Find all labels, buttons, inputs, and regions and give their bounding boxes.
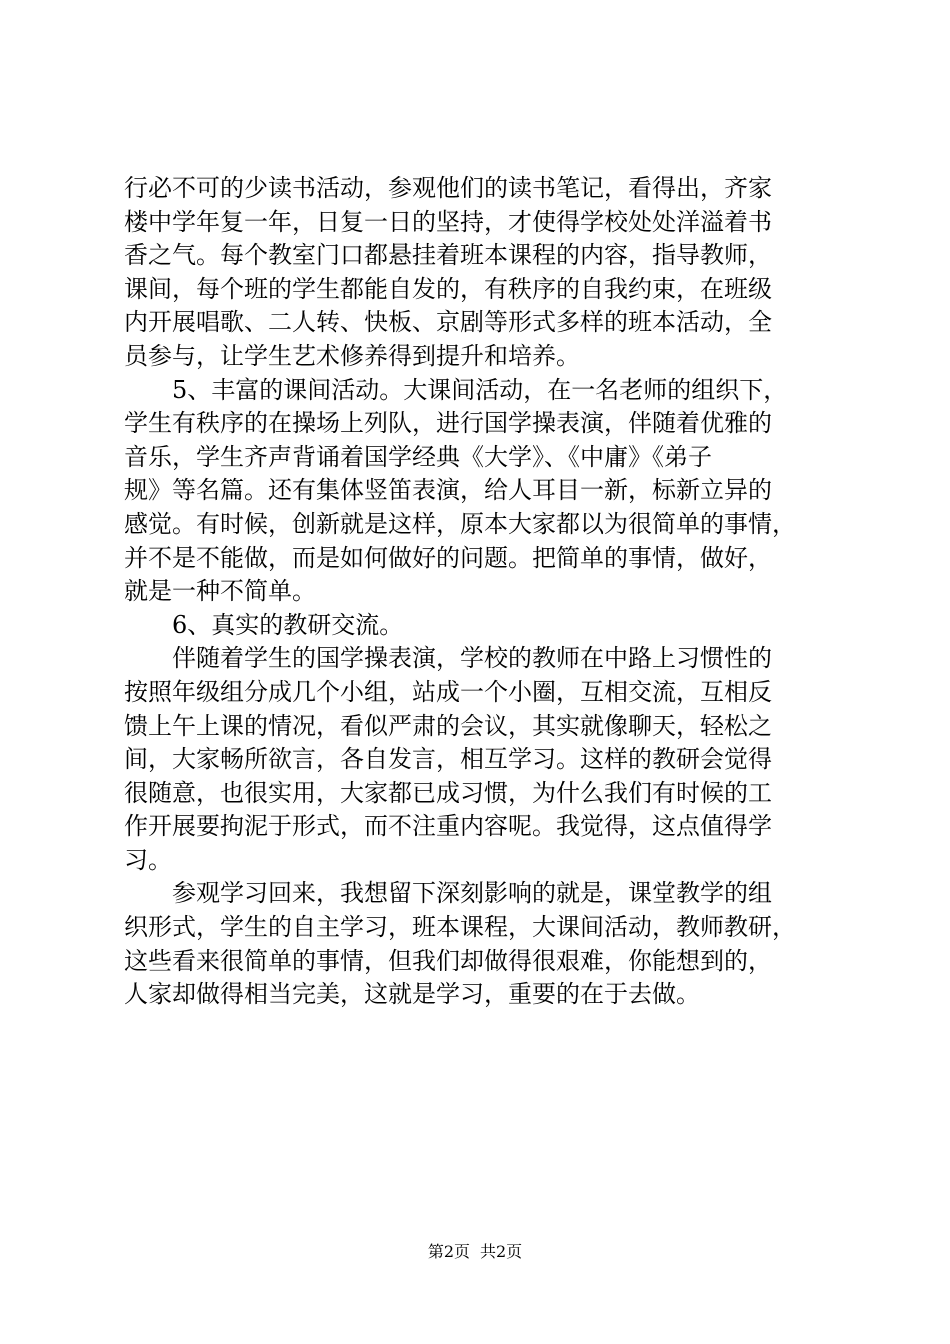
text-line: 间，大家畅所欲言，各自发言，相互学习。这样的教研会觉得 (124, 745, 772, 774)
text-line: 学生有秩序的在操场上列队，进行国学操表演，伴随着优雅的 (124, 409, 772, 438)
text-line: 伴随着学生的国学操表演，学校的教师在中路上习惯性的 (124, 644, 772, 673)
text-line: 行必不可的少读书活动，参观他们的读书笔记，看得出，齐家 (124, 174, 772, 202)
page-number-total: 共2页 (480, 1242, 523, 1261)
text-line: 就是一种不简单。 (124, 577, 316, 606)
text-line: 很随意，也很实用，大家都已成习惯，为什么我们有时候的工 (124, 778, 772, 807)
page-footer (0, 1241, 950, 1263)
text-line: 馈上午上课的情况，看似严肃的会议，其实就像聊天，轻松之 (124, 711, 772, 740)
page-number-current: 第2页 (427, 1242, 470, 1261)
text-line: 感觉。有时候，创新就是这样，原本大家都以为很简单的事情， (124, 509, 796, 538)
text-line: 作开展要拘泥于形式，而不注重内容呢。我觉得，这点值得学 (124, 812, 772, 841)
text-line: 课间，每个班的学生都能自发的，有秩序的自我约束，在班级 (124, 274, 772, 303)
text-line: 内开展唱歌、二人转、快板、京剧等形式多样的班本活动，全 (124, 308, 772, 337)
text-line: 音乐，学生齐声背诵着国学经典《大学》、《中庸》《弟子 (124, 442, 712, 471)
text-line: 参观学习回来，我想留下深刻影响的就是，课堂教学的组 (124, 879, 772, 908)
text-line: 香之气。每个教室门口都悬挂着班本课程的内容，指导教师， (124, 241, 772, 270)
text-line: 按照年级组分成几个小组，站成一个小圈，互相交流，互相反 (124, 677, 772, 706)
text-line: 楼中学年复一年，日复一日的坚持，才使得学校处处洋溢着书 (124, 207, 772, 236)
text-line: 这些看来很简单的事情，但我们却做得很艰难，你能想到的， (124, 946, 772, 975)
text-line: 6、真实的教研交流。 (124, 610, 404, 639)
text-line: 5、丰富的课间活动。大课间活动，在一名老师的组织下， (124, 375, 788, 404)
text-line: 并不是不能做，而是如何做好的问题。把简单的事情，做好， (124, 543, 772, 572)
text-line: 织形式，学生的自主学习，班本课程，大课间活动，教师教研， (124, 913, 796, 942)
text-line: 人家却做得相当完美，这就是学习，重要的在于去做。 (124, 980, 700, 1009)
text-line: 员参与，让学生艺术修养得到提升和培养。 (124, 341, 580, 370)
text-line: 习。 (124, 845, 172, 874)
body-text (124, 172, 844, 1012)
text-line: 规》等名篇。还有集体竖笛表演，给人耳目一新，标新立异的 (124, 476, 772, 505)
